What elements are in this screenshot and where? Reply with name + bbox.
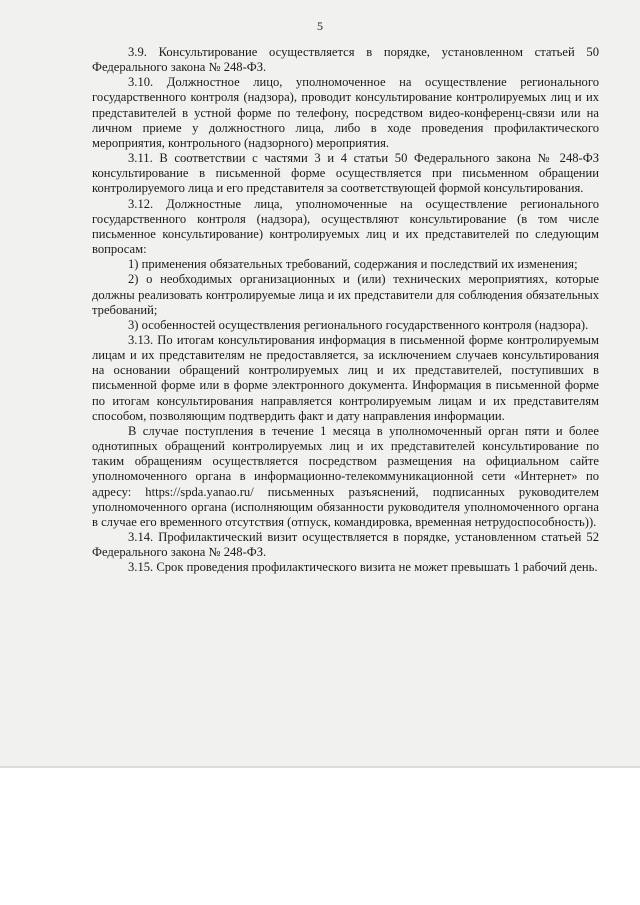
clause-3-9: 3.9. Консультирование осуществляется в порядке, установленном статьей 50 Федерального закона № 248-ФЗ.	[92, 45, 599, 75]
clause-3-12-item-1: 1) применения обязательных требований, содержания и последствий их изменения;	[128, 257, 578, 272]
scan-edge	[0, 766, 640, 768]
clause-3-12-item-2: 2) о необходимых организационных и (или) технических мероприятиях, которые должны реализовать контролируемые лица и их представители для соблюдения обязательных требований;	[92, 272, 599, 317]
clause-3-12-item-3: 3) особенностей осуществления регионального государственного контроля (надзора).	[128, 317, 589, 332]
clause-3-15: 3.15. Срок проведения профилактического визита не может превышать 1 рабочий день.	[128, 560, 598, 575]
clause-3-10: 3.10. Должностное лицо, уполномоченное на осуществление регионального государственного контроля (надзора), проводит консультирование контролируемых лиц и их представителей в устной форме по телефону, посредством видео-конференц-связи или на личном приеме у должностного лица, либо в ходе проведения профилактического мероприятия, контрольного (надзорного) мероприятия.	[92, 75, 599, 150]
clause-3-11: 3.11. В соответствии с частями 3 и 4 статьи 50 Федерального закона № 248-ФЗ консультирование в письменной форме осуществляется при письменном обращении контролируемого лица и его представителя за соответствующей формой консультирования.	[92, 151, 599, 196]
clause-3-12: 3.12. Должностные лица, уполномоченные на осуществление регионального государственного контроля (надзора), осуществляют консультирование (в том числе письменное консультирование) контролируемых лиц и их представителей по следующим вопросам:	[92, 196, 599, 257]
clause-3-13-continuation: В случае поступления в течение 1 месяца в уполномоченный орган пяти и более однотипных обращений контролируемых лиц и их представителей консультирование по таким обращениям осуществляется посредством размещения на официальном сайте уполномоченного органа в информационно-телекоммуникационной сети «Интернет» по адресу: https://spda.yanao.ru/ письменных разъяснений, подписанных руководителем уполномоченного органа (исполняющим обязанности руководителя уполномоченного органа в случае его временного отсутствия (отпуск, командировка, временная нетрудоспособность)).	[92, 423, 599, 529]
clause-3-13: 3.13. По итогам консультирования информация в письменной форме контролируемым лицам и их представителям не предоставляется, за исключением случаев консультирования на основании обращений контролируемых лиц и их представителей, поступивших в письменной форме или в форме электронного документа. Информация в письменной форме по итогам консультирования направляется контролируемым лицам и их представителям способом, позволяющим подтвердить факт и дату направления информации.	[92, 332, 599, 423]
page-number: 5	[317, 19, 323, 33]
document-body	[92, 45, 599, 575]
clause-3-14: 3.14. Профилактический визит осуществляется в порядке, установленном статьей 52 Федерального закона № 248-ФЗ.	[92, 530, 599, 560]
